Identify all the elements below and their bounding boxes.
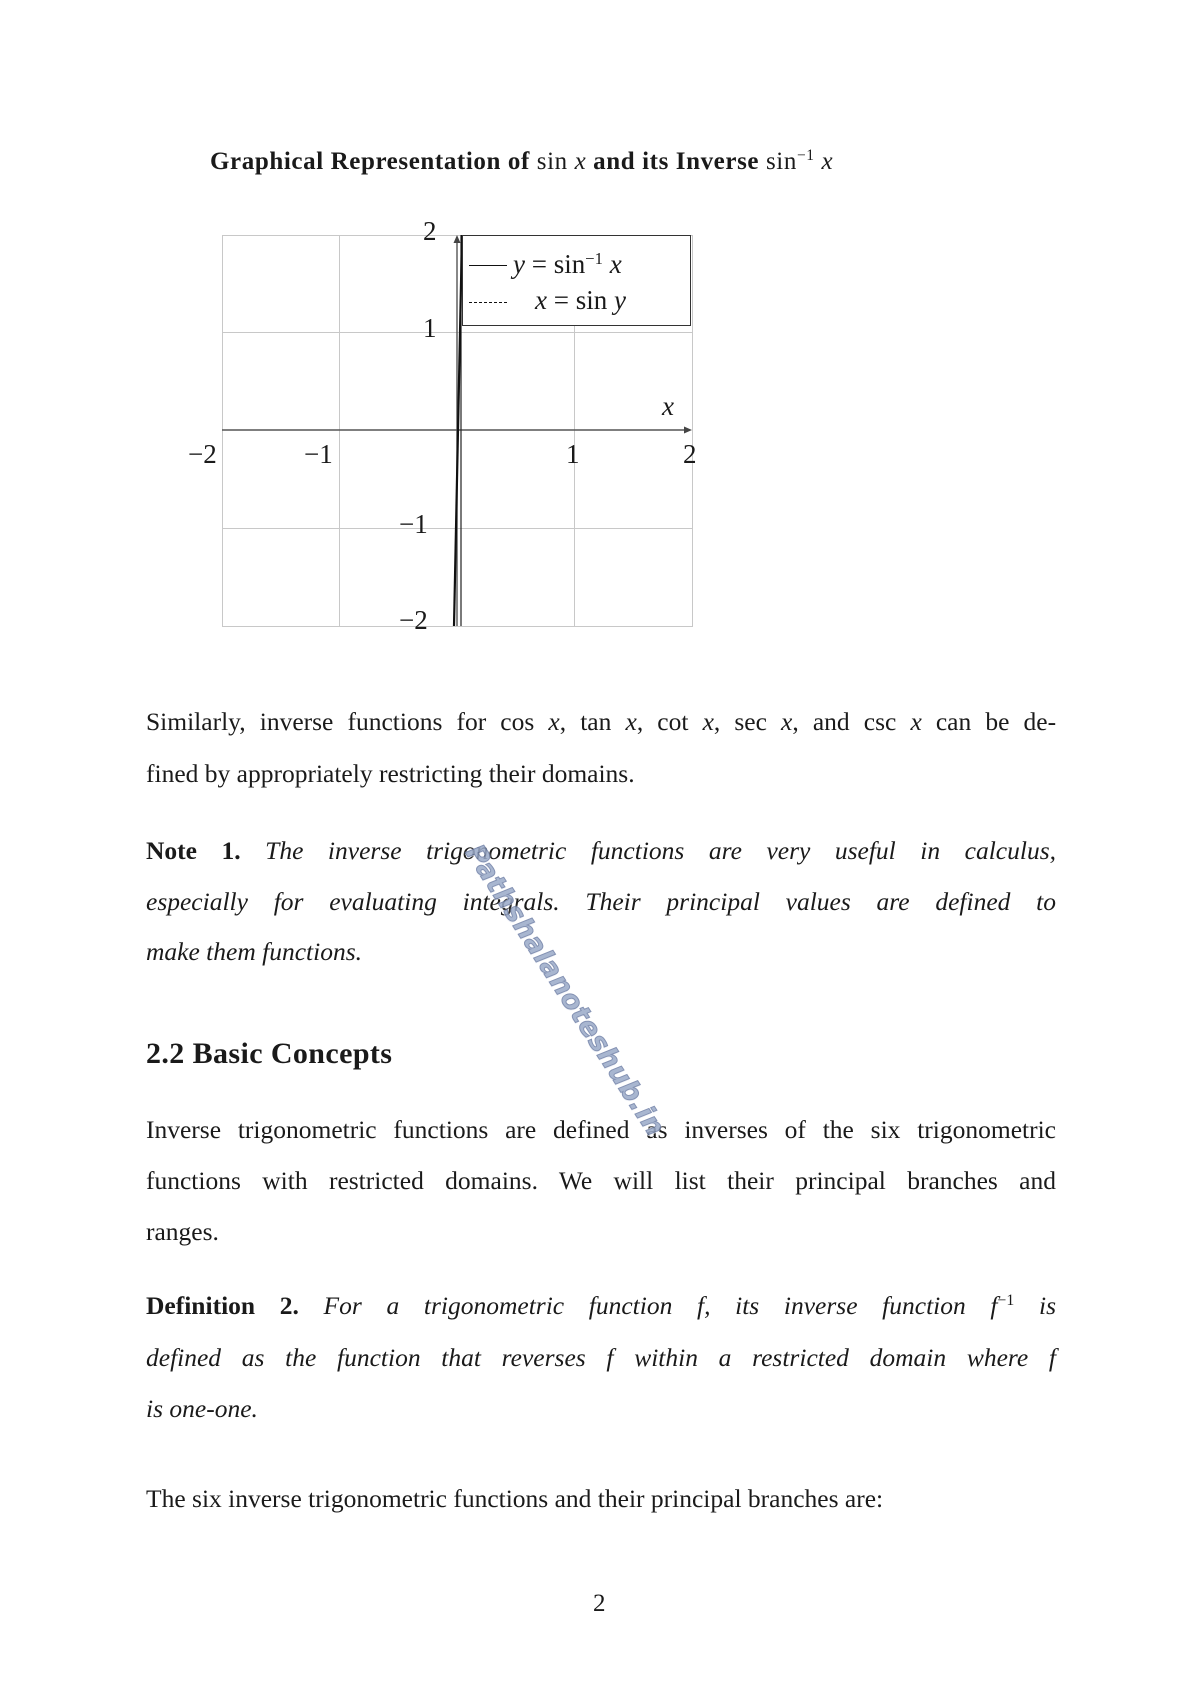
definition-text: , its inverse function <box>704 1291 991 1320</box>
note-label: Note 1. <box>146 836 241 865</box>
y-tick-neg1: −1 <box>399 509 428 539</box>
title-sin: sin <box>536 148 568 175</box>
page-number: 2 <box>593 1590 606 1617</box>
paragraph-1-line-2: fined by appropriately restricting their domains. <box>146 759 635 788</box>
title-var-2: x <box>821 148 834 175</box>
math-var: f <box>697 1291 705 1320</box>
math-var: x <box>625 707 637 736</box>
section-para-line-2: functions with restricted domains. We will list their principal branches and <box>146 1166 1056 1195</box>
math-fn: csc <box>863 707 897 736</box>
definition-text: is <box>1014 1291 1056 1320</box>
title-superscript: −1 <box>796 147 815 165</box>
legend-eq: = <box>524 249 554 279</box>
legend-arg: y <box>613 285 626 315</box>
legend-fn: sin <box>575 285 608 315</box>
section-heading: 2.2 Basic Concepts <box>146 1037 393 1070</box>
plot-legend <box>462 235 691 326</box>
definition-label: Definition 2. <box>146 1291 299 1320</box>
definition-line-3: is one-one. <box>146 1394 258 1423</box>
y-tick-2: 2 <box>423 216 437 246</box>
math-var: x <box>702 707 714 736</box>
math-var: x <box>781 707 793 736</box>
x-axis-arrow-icon <box>684 427 692 434</box>
section-para-line-3: ranges. <box>146 1217 219 1246</box>
x-tick-2: 2 <box>683 439 697 469</box>
legend-fn: sin <box>553 249 586 279</box>
legend-lhs: x <box>535 285 547 315</box>
legend-solid-line-icon <box>469 265 507 266</box>
note-line-2: especially for evaluating integrals. Their principal values are defined to <box>146 887 1056 916</box>
note-line-3: make them functions. <box>146 937 362 966</box>
legend-sup: −1 <box>585 248 604 268</box>
x-axis-label: x <box>662 391 674 421</box>
watermark: Pathshalanoteshub.in <box>459 839 671 1142</box>
y-tick-1: 1 <box>423 313 437 343</box>
figure-title <box>210 148 833 176</box>
legend-lhs: y <box>513 249 525 279</box>
x-tick-neg2: −2 <box>188 439 217 469</box>
section-para-line-1: Inverse trigonometric functions are defined as inverses of the six trigonometric <box>146 1115 1056 1144</box>
title-var: x <box>574 148 587 175</box>
text: can be de- <box>921 707 1057 736</box>
note-text: The inverse trigonometric functions are very useful in calculus, <box>265 836 1056 865</box>
text: , and <box>792 707 864 736</box>
math-superscript: −1 <box>997 1292 1015 1310</box>
y-axis-arrow-icon <box>454 235 461 243</box>
note-line-1 <box>146 836 1056 866</box>
definition-text: For a trigonometric function <box>323 1291 697 1320</box>
x-tick-1: 1 <box>566 439 580 469</box>
math-var: x <box>548 707 560 736</box>
legend-eq: = <box>546 285 576 315</box>
math-fn: cot <box>657 707 689 736</box>
math-fn: sec <box>734 707 767 736</box>
legend-entry-arcsin <box>513 249 622 283</box>
math-fn: cos <box>500 707 535 736</box>
math-var: f <box>990 1291 998 1320</box>
closing-line: The six inverse trigonometric functions and their principal branches are: <box>146 1484 884 1513</box>
definition-line-1 <box>146 1291 1056 1321</box>
title-sin-inverse: sin <box>765 148 797 175</box>
text: , <box>559 707 581 736</box>
text: Similarly, inverse functions for <box>146 707 501 736</box>
legend-dashed-line-icon <box>469 302 507 303</box>
text: , <box>713 707 735 736</box>
text: , <box>636 707 658 736</box>
legend-arg: x <box>609 249 622 279</box>
definition-line-2: defined as the function that reverses f within a restricted domain where f <box>146 1343 1056 1372</box>
legend-entry-sin <box>535 285 626 315</box>
math-fn: tan <box>580 707 612 736</box>
title-text-middle: and its Inverse <box>586 148 766 175</box>
math-var: x <box>910 707 922 736</box>
y-tick-neg2: −2 <box>399 605 428 635</box>
x-tick-neg1: −1 <box>304 439 333 469</box>
paragraph-1-line-1 <box>146 707 1056 737</box>
title-text: Graphical Representation of <box>210 148 537 175</box>
